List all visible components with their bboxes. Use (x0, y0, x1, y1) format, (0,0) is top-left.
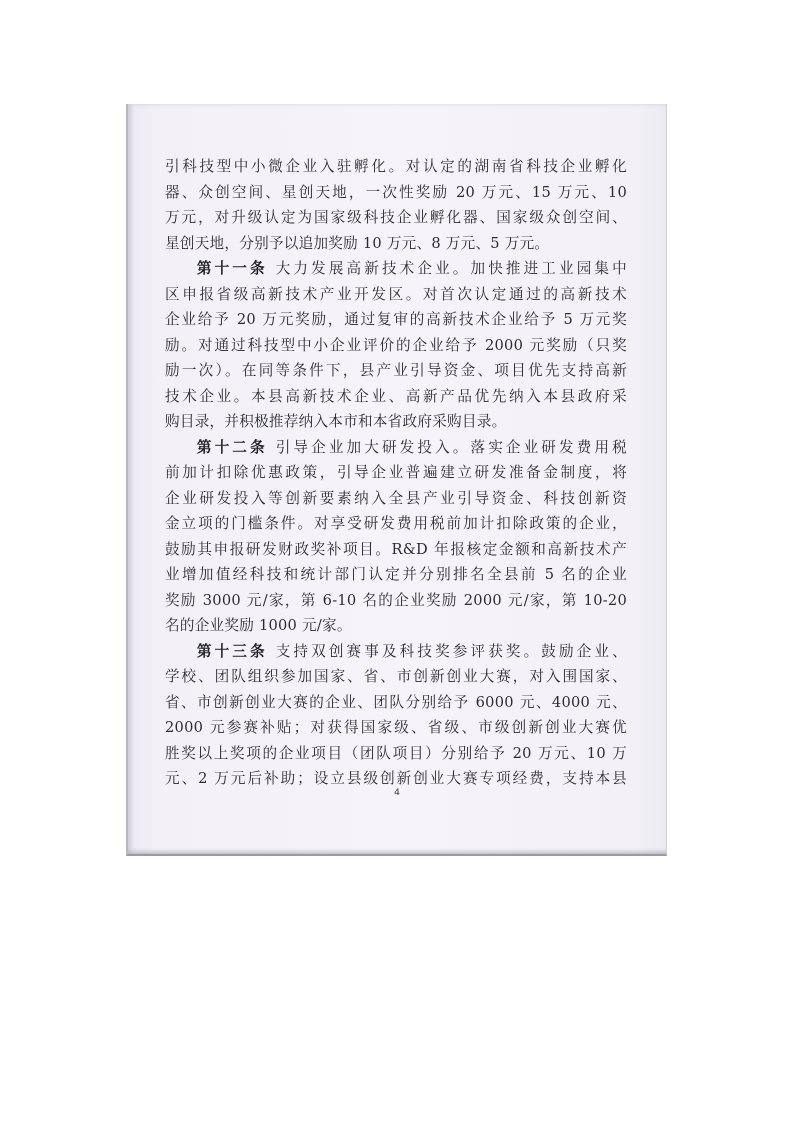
text-line (165, 435, 627, 461)
text-line (165, 613, 627, 639)
line-text: 前加计扣除优惠政策，引导企业普遍建立研发准备金制度，将 (165, 464, 627, 481)
text-line (165, 664, 627, 690)
text-line (165, 231, 627, 257)
text-line (165, 588, 627, 614)
text-line (165, 639, 627, 665)
line-text: 引导企业加大研发投入。落实企业研发费用税 (275, 438, 627, 456)
line-text: 2000 元参赛补贴；对获得国家级、省级、市级创新创业大赛优 (165, 719, 627, 736)
scanned-page (126, 104, 667, 856)
line-text: 奖励 3000 元/家，第 6-10 名的企业奖励 2000 元/家，第 10-20 (165, 591, 627, 609)
line-text: 引科技型中小微企业入驻孵化。对认定的湖南省科技企业孵化 (165, 158, 627, 175)
line-text: 支持双创赛事及科技奖参评获奖。鼓励企业、 (275, 642, 627, 660)
line-text: 学校、团队组织参加国家、省、市创新创业大赛，对入围国家、 (165, 668, 627, 685)
line-text: 鼓励其申报研发财政奖补项目。R&D 年报核定金额和高新技术产 (165, 540, 627, 558)
text-line (165, 690, 627, 716)
text-line (165, 256, 627, 282)
line-text: 金立项的门槛条件。对享受研发费用税前加计扣除政策的企业， (165, 515, 627, 532)
line-text: 胜奖以上奖项的企业项目（团队项目）分别给予 20 万元、10 万 (165, 744, 627, 762)
line-text: 技术企业。本县高新技术企业、高新产品优先纳入本县政府采 (165, 387, 627, 405)
text-line (165, 307, 627, 333)
text-line (165, 333, 627, 359)
line-text: 企业给予 20 万元奖励，通过复审的高新技术企业给予 5 万元奖 (165, 311, 627, 328)
text-line (165, 154, 627, 180)
page-number: 4 (394, 788, 400, 798)
body-text (165, 154, 627, 792)
line-text: 省、市创新创业大赛的企业、团队分别给予 6000 元、4000 元、 (165, 693, 627, 711)
line-text: 业增加值经科技和统计部门认定并分别排名全县前 5 名的企业 (165, 566, 627, 583)
line-text: 励。对通过科技型中小企业评价的企业给予 2000 元奖励（只奖 (165, 336, 627, 354)
text-line (165, 409, 627, 435)
line-text: 励一次）。在同等条件下，县产业引导资金、项目优先支持高新 (165, 362, 627, 379)
article-heading: 第十三条 (194, 642, 268, 660)
text-line (165, 486, 627, 512)
article-heading: 第十一条 (194, 260, 268, 277)
line-text: 区申报省级高新技术产业开发区。对首次认定通过的高新技术 (165, 285, 627, 303)
text-line (165, 511, 627, 537)
line-text: 企业研发投入等创新要素纳入全县产业引导资金、科技创新资 (165, 489, 627, 507)
text-line (165, 384, 627, 410)
line-text: 万元，对升级认定为国家级科技企业孵化器、国家级众创空间、 (165, 209, 627, 226)
text-line (165, 715, 627, 741)
line-text: 购目录，并积极推荐纳入本市和本省政府采购目录。 (165, 413, 507, 430)
text-line (165, 358, 627, 384)
text-line (165, 460, 627, 486)
text-line (165, 282, 627, 308)
line-text: 星创天地，分别予以追加奖励 10 万元、8 万元、5 万元。 (165, 234, 550, 252)
text-line (165, 562, 627, 588)
text-line (165, 741, 627, 767)
line-text: 名的企业奖励 1000 元/家。 (165, 617, 352, 634)
line-text: 器、众创空间、星创天地，一次性奖励 20 万元、15 万元、10 (165, 183, 627, 201)
text-line (165, 180, 627, 206)
article-heading: 第十二条 (194, 438, 268, 456)
line-text: 元、2 万元后补助；设立县级创新创业大赛专项经费，支持本县 (165, 770, 627, 787)
text-line (165, 537, 627, 563)
text-line (165, 205, 627, 231)
line-text: 大力发展高新技术企业。加快推进工业园集中 (275, 260, 627, 277)
